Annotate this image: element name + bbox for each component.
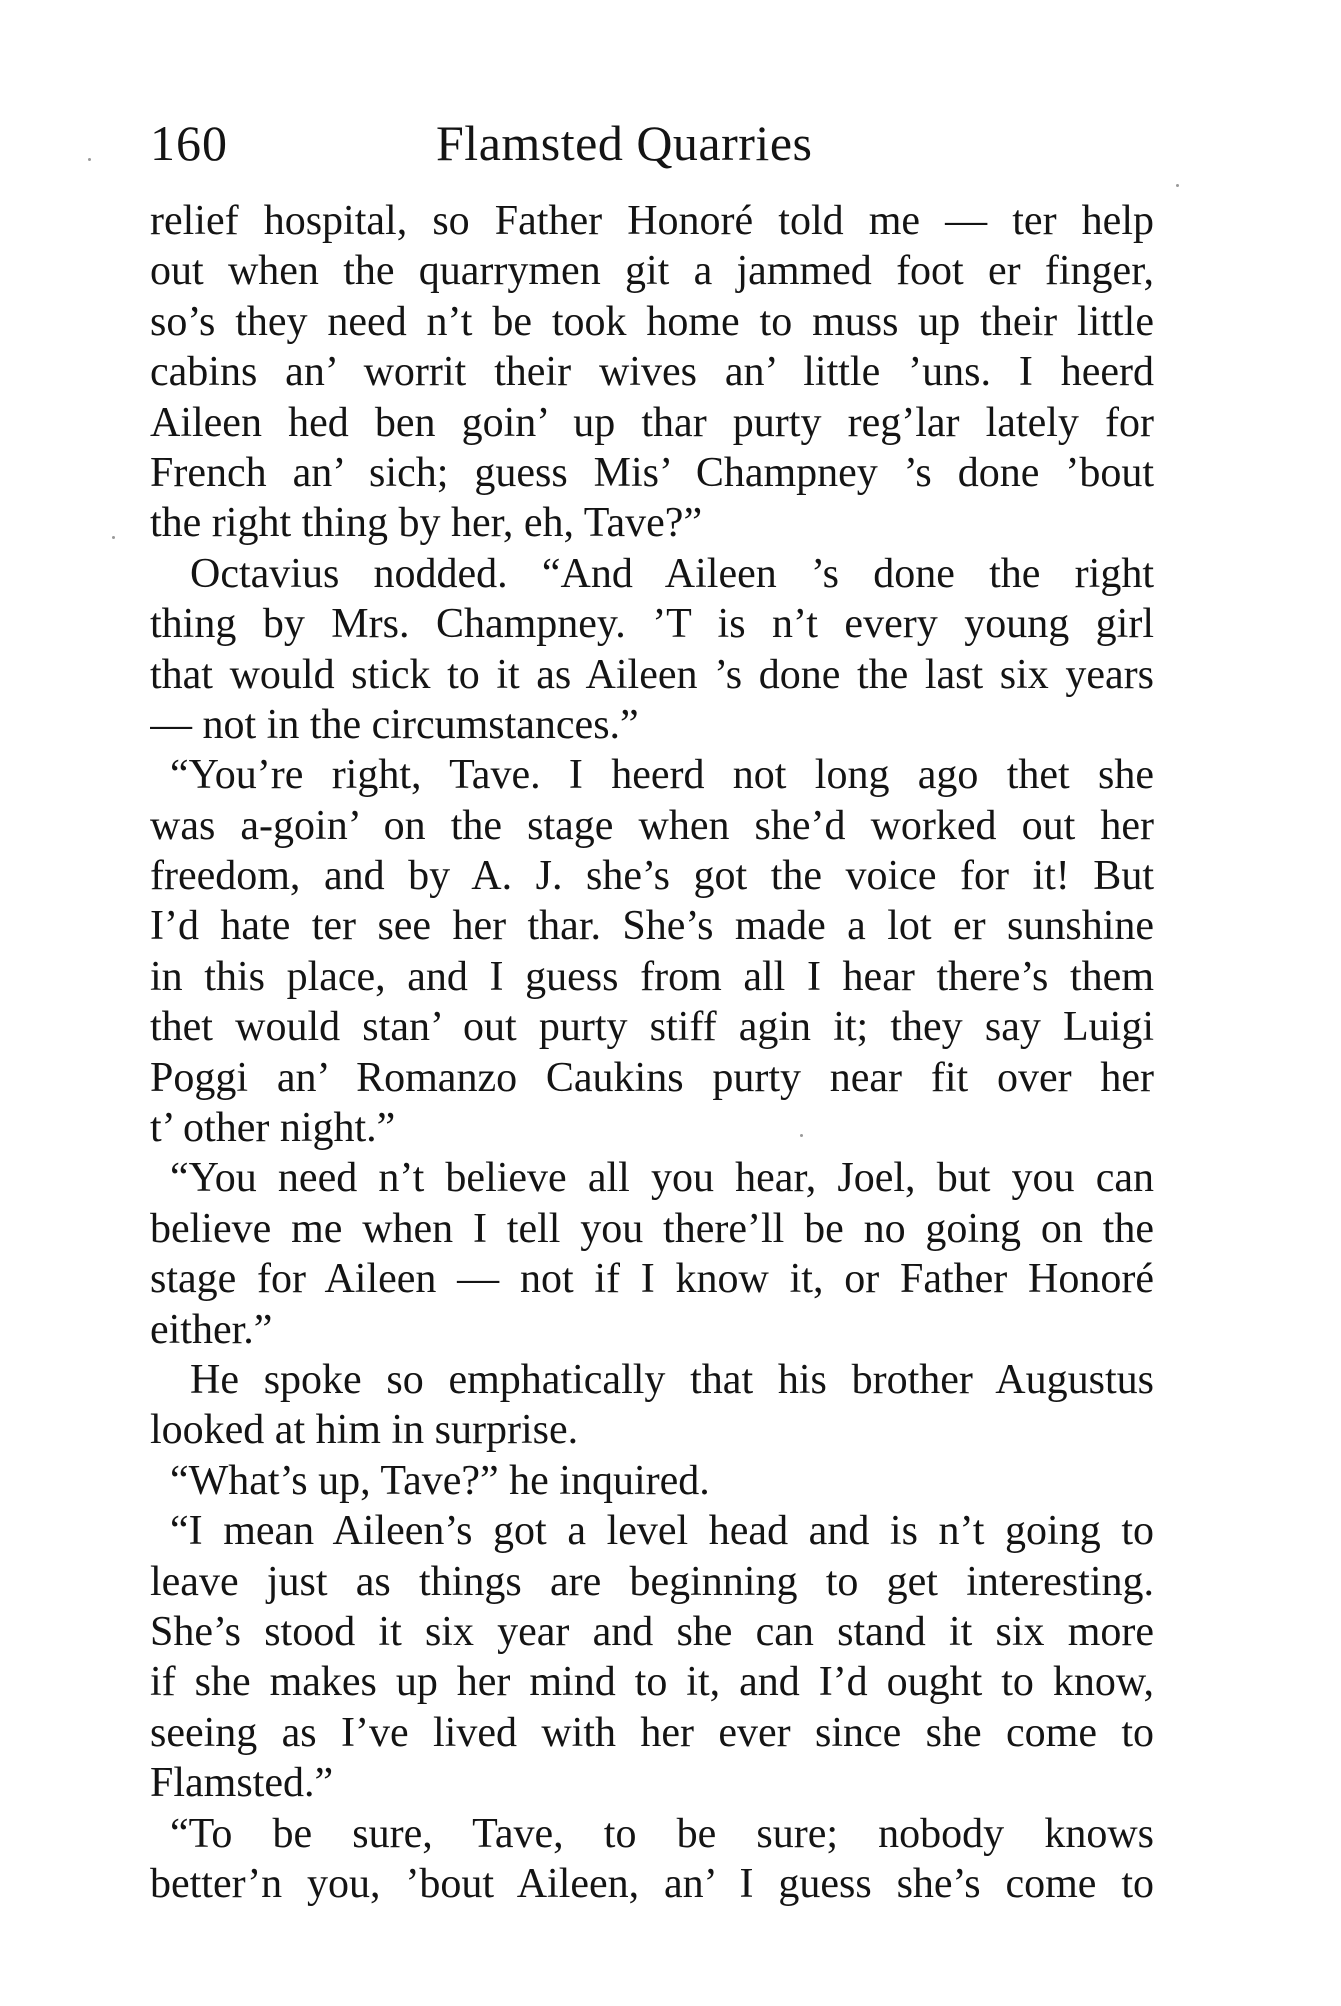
text-line: “You’re right, Tave. I heerd not long ago thet she xyxy=(170,752,1154,799)
text-line: “I mean Aileen’s got a level head and is n’t going to xyxy=(170,1508,1154,1555)
text-line: t’ other night.” xyxy=(150,1105,396,1152)
text-line: thing by Mrs. Champney. ’T is n’t every young girl xyxy=(150,601,1154,648)
text-line: believe me when I tell you there’ll be no going on the xyxy=(150,1205,1154,1252)
text-line: so’s they need n’t be took home to muss up their little xyxy=(150,298,1154,345)
body-text xyxy=(150,196,1154,1909)
text-line: thet would stan’ out purty stiff agin it; they say Luigi xyxy=(150,1004,1154,1051)
text-line: stage for Aileen — not if I know it, or Father Honoré xyxy=(150,1256,1154,1303)
running-head xyxy=(150,108,1150,178)
text-line: the right thing by her, eh, Tave?” xyxy=(150,500,703,547)
text-line: “What’s up, Tave?” he inquired. xyxy=(170,1457,710,1504)
text-line: — not in the circumstances.” xyxy=(150,701,639,748)
text-line: was a-goin’ on the stage when she’d worked out her xyxy=(150,802,1154,849)
scan-speck xyxy=(1176,184,1179,187)
scan-speck xyxy=(112,536,115,539)
running-title: Flamsted Quarries xyxy=(436,115,813,171)
text-line: leave just as things are beginning to get interesting. xyxy=(150,1558,1154,1605)
page-number: 160 xyxy=(150,115,228,171)
text-line: freedom, and by A. J. she’s got the voice for it! But xyxy=(150,853,1154,900)
text-line: Octavius nodded. “And Aileen ’s done the right xyxy=(190,550,1154,597)
text-line: Poggi an’ Romanzo Caukins purty near fit over her xyxy=(150,1054,1154,1101)
text-line: She’s stood it six year and she can stand it six more xyxy=(150,1608,1154,1655)
text-line: in this place, and I guess from all I hear there’s them xyxy=(150,953,1154,1000)
text-line: cabins an’ worrit their wives an’ little ’uns. I heerd xyxy=(150,349,1154,396)
text-line: better’n you, ’bout Aileen, an’ I guess she’s come to xyxy=(150,1860,1154,1907)
text-line: He spoke so emphatically that his brother Augustus xyxy=(190,1356,1154,1403)
text-line: either.” xyxy=(150,1306,273,1353)
text-line: looked at him in surprise. xyxy=(150,1407,579,1454)
text-line: relief hospital, so Father Honoré told me — ter help xyxy=(150,198,1154,244)
text-line: I’d hate ter see her thar. She’s made a lot er sunshine xyxy=(150,903,1154,950)
text-line: Flamsted.” xyxy=(150,1760,334,1807)
text-line: that would stick to it as Aileen ’s done the last six years xyxy=(150,651,1154,698)
text-line: French an’ sich; guess Mis’ Champney ’s done ’bout xyxy=(150,449,1154,496)
text-line: “To be sure, Tave, to be sure; nobody knows xyxy=(170,1810,1154,1857)
scan-speck xyxy=(800,1134,803,1137)
text-line: Aileen hed ben goin’ up thar purty reg’lar lately for xyxy=(150,399,1154,446)
scan-speck xyxy=(88,158,91,161)
text-line: seeing as I’ve lived with her ever since she come to xyxy=(150,1709,1154,1756)
text-line: “You need n’t believe all you hear, Joel, but you can xyxy=(170,1155,1154,1202)
text-line: out when the quarrymen git a jammed foot er finger, xyxy=(150,248,1154,295)
text-line: if she makes up her mind to it, and I’d ought to know, xyxy=(150,1659,1154,1706)
